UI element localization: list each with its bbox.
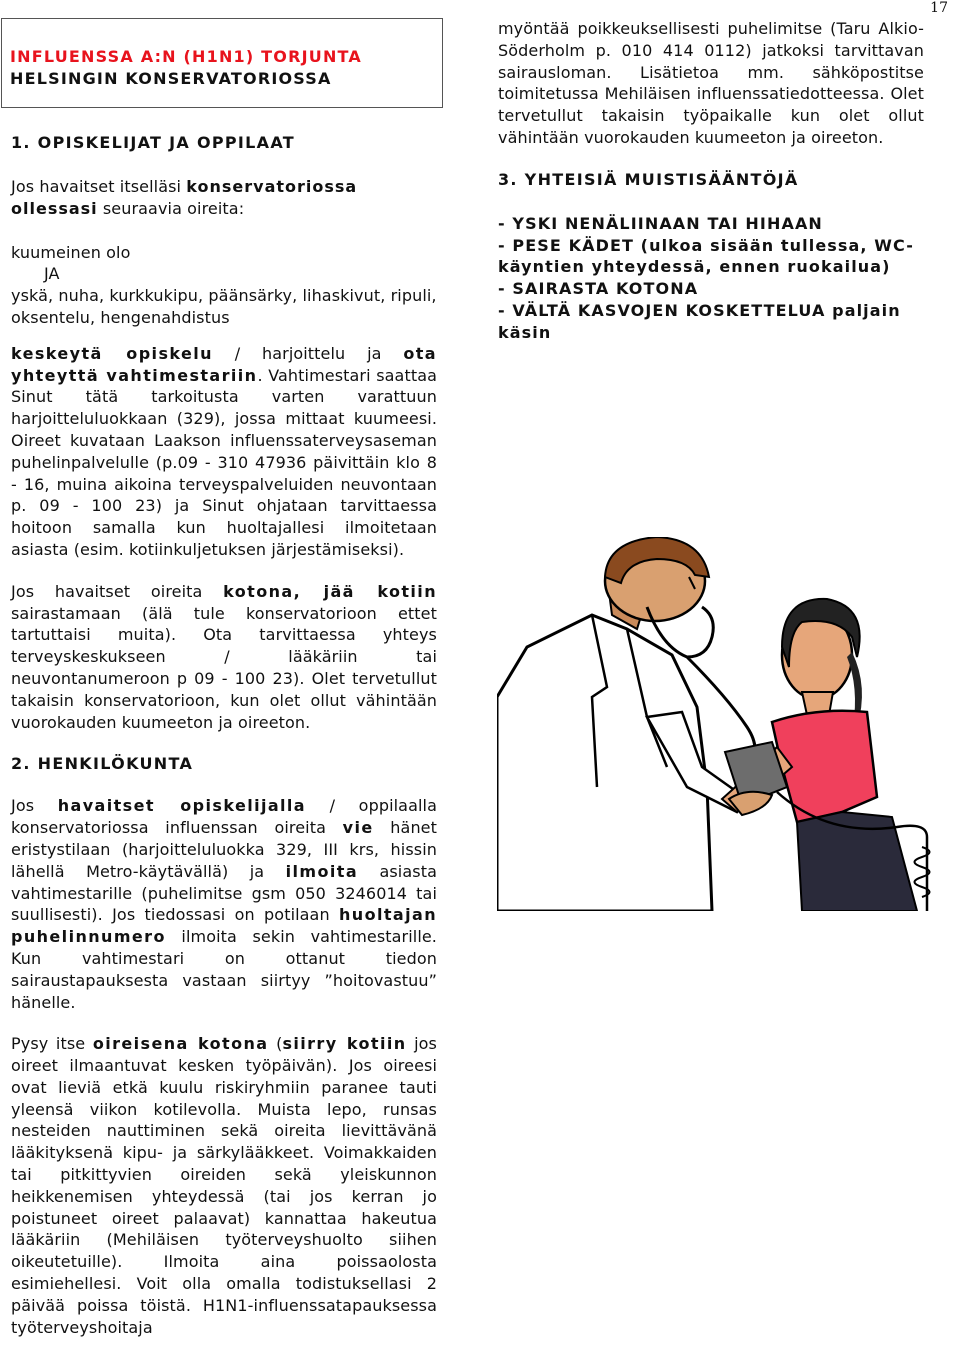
symptoms-line-1: kuumeinen olo: [11, 242, 131, 262]
section1-intro: Jos havaitset itselläsi konservatoriossa ollessasi seuraavia oireita:: [11, 177, 358, 218]
left-column: [11, 132, 437, 1338]
title-red-part: INFLUENSSA A:N (H1N1) TORJUNTA: [10, 47, 362, 66]
rule-item: - VÄLTÄ KASVOJEN KOSKETTELUA paljain käsin: [498, 300, 901, 342]
section2-heading: 2. HENKILÖKUNTA: [11, 754, 194, 774]
symptoms-and: JA: [44, 264, 60, 284]
doctor-patient-illustration: [497, 537, 942, 911]
page-title: [10, 46, 430, 90]
section1-home: Jos havaitset oireita kotona, jää kotiin sairastamaan (älä tule konservatorioon ettet tartuttaisi muita). Ota tarvittaessa yhteys terveyskeskukseen / lääkäriin tai neuvontanumeroon p 09 - 100 23). Olet tervetullut takaisin konservatorioon, kun olet ollut vähintään vuorokauden kuumeeton ja oireeton.: [11, 581, 437, 732]
section1-heading: 1. OPISKELIJAT JA OPPILAAT: [11, 133, 295, 152]
rules-list: [498, 213, 924, 344]
section3-heading: 3. YHTEISIÄ MUISTISÄÄNTÖJÄ: [498, 169, 799, 189]
section1-action: keskeytä opiskelu / harjoittelu ja ota yhteyttä vahtimestariin. Vahtimestari saattaa Sinut tätä tarkoitusta varten varattuun harjoitteluluokkaan (329), jossa mittaat kuumeesi. Oireet kuvataan Laakson influenssaterveysaseman puhelinpalvelulle (p.09 - 310 47936 päivittäin klo 8 - 16, muina aikoina terveyspalveluiden neuvontaan p. 09 - 100 23) ja Sinut ohjataan tarvittaessa hoitoon samalla kun huoltajallesi ilmoitetaan asiasta (esim. kotiinkuljetuksen järjestämiseksi).: [11, 343, 438, 559]
section2-paragraph-1: Jos havaitset opiskelijalla / oppilaalla konservatoriossa influenssan oireita vie hänet eristystilaan (harjoitteluluokka 329, III krs, hissin lähellä Metro-käytävällä) ja ilmoita asiasta vahtimestarille (puhelimitse gsm 050 3246014 tai suullisesti). Jos tiedossasi on potilaan huoltajan puhelinnumero ilmoita sekin vahtimestarille. Kun vahtimestari on ottanut tiedon sairaustapauksesta vastaan siirtyy ”hoitovastuu” hänelle.: [11, 796, 437, 1012]
rule-item: - YSKI NENÄLIINAAN TAI HIHAAN: [498, 213, 823, 233]
rule-item: - SAIRASTA KOTONA: [498, 279, 699, 299]
rule-item: - PESE KÄDET (ulkoa sisään tullessa, WC-käyntien yhteydessä, ennen ruokailua): [498, 235, 914, 277]
section2-continued: myöntää poikkeuksellisesti puhelimitse (Taru Alkio-Söderholm p. 010 414 0112) jatkoksi tarvittavan sairausloman. Lisätietoa mm. sähköpostitse toimitetussa Mehiläisen influenssatiedotteessa. Olet tervetullut takaisin työpaikalle kun olet ollut vähintään vuorokauden kuumeeton ja oireeton.: [498, 19, 924, 147]
right-column: [498, 18, 924, 344]
page-number: 17: [930, 0, 948, 16]
section2-paragraph-2: Pysy itse oireisena kotona (siirry kotiin jos oireet ilmaantuvat kesken työpäivän). Jos oireesi ovat lieviä etkä kuulu riskiryhmiin paranee tauti yleensä viikon kotilevolla. Muista lepo, runsas nesteiden nauttiminen sekä oireita lievittävänä lääkityksenä kipu- ja särkylääkkeet. Voimakkaiden tai pitkittyvien oireiden sekä yleiskunnon heikkenemisen yhteydessä (tai jos kerran jo poistuneet oireet palaavat) kannattaa hakeutua lääkäriin (Mehiläisen työterveyshuolto siihen oikeutetuille). Ilmoita aina poissaolosta esimiehellesi. Voit olla omalla todistuksellasi 2 päivää poissa töistä. H1N1-influenssatapauksessa työterveyshoitaja: [11, 1034, 437, 1337]
title-rest-part: HELSINGIN KONSERVATORIOSSA: [10, 69, 332, 88]
symptoms-line-2: yskä, nuha, kurkkukipu, päänsärky, lihaskivut, ripuli, oksentelu, hengenahdistus: [11, 286, 437, 327]
